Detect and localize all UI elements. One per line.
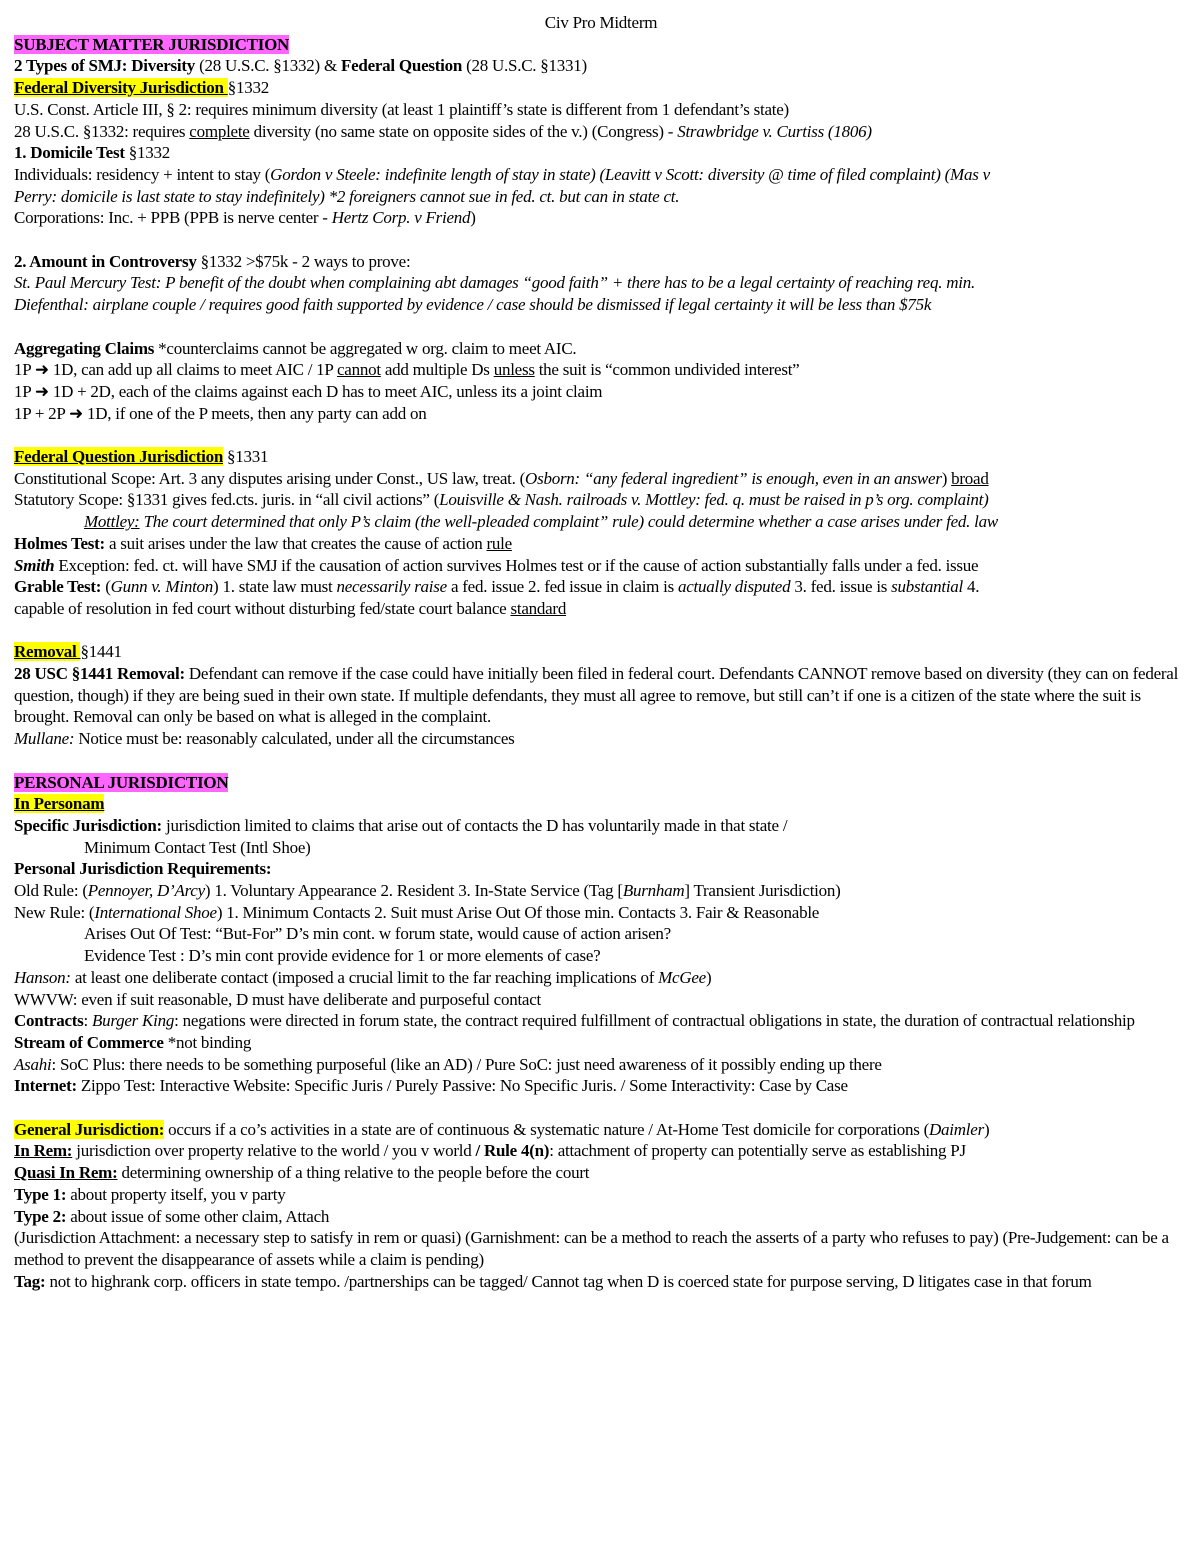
general-close: )	[983, 1119, 990, 1139]
internet-text: Zippo Test: Interactive Website: Specific Juris / Purely Passive: No Specific Juris. / Some Interactivity: Case by Case	[76, 1076, 848, 1096]
in-rem-label: In Rem:	[14, 1141, 73, 1161]
diversity-cite: (28 U.S.C. §1332) &	[195, 56, 341, 76]
spacer	[14, 750, 1188, 772]
removal-paragraph	[14, 663, 1188, 728]
in-rem-text: jurisdiction over property relative to the world / you v world	[72, 1141, 476, 1161]
domicile-heading-line	[14, 142, 1188, 164]
osborn-case: Osborn: “any federal ingredient” is enough, even in an answer	[525, 468, 942, 488]
st-paul-line	[14, 272, 1188, 294]
stat-scope-text: Statutory Scope: §1331 gives fed.cts. juris. in “all civil actions” (	[14, 490, 440, 510]
corporations-close: )	[470, 208, 476, 228]
usc-text-b: diversity (no same state on opposite sides of the v.) (Congress) -	[249, 121, 678, 141]
fqj-heading-line	[14, 446, 1188, 468]
domicile-heading: 1. Domicile Test	[14, 143, 125, 163]
document-page	[14, 12, 1188, 1292]
contracts-colon: :	[83, 1011, 92, 1031]
spacer	[14, 620, 1188, 642]
strawbridge-case: Strawbridge v. Curtiss (1806)	[677, 121, 872, 141]
general-line	[14, 1119, 1188, 1141]
asahi-line	[14, 1054, 1188, 1076]
cannot-term: cannot	[337, 360, 381, 380]
individuals-cases: Gordon v Steele: indefinite length of stay in state) (Leavitt v Scott: diversity @ time of filed complaint) (Mas v	[270, 164, 990, 184]
usc-text-a: 28 U.S.C. §1332: requires	[14, 121, 190, 141]
rule-1-c: the suit is “common undivided interest”	[534, 360, 800, 380]
in-rem-line	[14, 1140, 1188, 1162]
type2-text: about issue of some other claim, Attach	[66, 1206, 330, 1226]
quasi-text: determining ownership of a thing relative to the people before the court	[117, 1163, 590, 1183]
individuals-line-2	[14, 186, 1188, 208]
wwvw-line: WWVW: even if suit reasonable, D must have deliberate and purposeful contact	[14, 989, 542, 1009]
burger-king-case: Burger King	[92, 1011, 175, 1031]
specific-text: jurisdiction limited to claims that arise out of contacts the D has voluntarily made in that state /	[161, 815, 788, 835]
hanson-text: at least one deliberate contact (imposed a crucial limit to the far reaching implications of	[70, 967, 659, 987]
smj-heading-line	[14, 34, 1188, 56]
mcgee-case: McGee	[658, 967, 706, 987]
type1-text: about property itself, you v party	[66, 1184, 286, 1204]
daimler-case: Daimler	[929, 1119, 984, 1139]
removal-cite: §1441	[80, 642, 122, 662]
mullane-text: Notice must be: reasonably calculated, under all the circumstances	[74, 729, 515, 749]
fqj-heading: Federal Question Jurisdiction	[14, 447, 224, 467]
aggregating-rule-1	[14, 359, 1188, 381]
holmes-label: Holmes Test:	[14, 533, 105, 553]
grable-text-c: ) 1. state law must	[213, 577, 337, 597]
rule-4n-label: / Rule 4(n)	[475, 1141, 550, 1161]
soc-label: Stream of Commerce	[14, 1032, 164, 1052]
pj-heading: PERSONAL JURISDICTION	[14, 772, 229, 792]
grable-line	[14, 576, 1188, 598]
substantial-term: substantial	[891, 577, 964, 597]
specific-label: Specific Jurisdiction:	[14, 815, 162, 835]
tag-paragraph	[14, 1271, 1188, 1293]
aic-heading: 2. Amount in Controversy	[14, 251, 197, 271]
attachment-paragraph: (Jurisdiction Attachment: a necessary step to satisfy in rem or quasi) (Garnishment: can be a method to reach the asserts of a party who refuses to pay) (Pre-Judgement: can be a method to prevent the disappearance of assets while a claim is pending)	[14, 1228, 1169, 1269]
const-scope-line	[14, 468, 1188, 490]
fqj-cite: §1331	[223, 447, 269, 467]
aic-text: §1332 >$75k - 2 ways to prove:	[196, 251, 411, 271]
intl-shoe-case: International Shoe	[94, 902, 217, 922]
domicile-cite: §1332	[124, 143, 170, 163]
spacer	[14, 1097, 1188, 1119]
hanson-line	[14, 967, 1188, 989]
smith-text: Exception: fed. ct. will have SMJ if the causation of action survives Holmes test or if the cause of action substantially falls under a fed. issue	[54, 555, 979, 575]
rule-term: rule	[486, 533, 512, 553]
arises-line: Arises Out Of Test: “But-For” D’s min cont. w forum state, would cause of action arisen?	[84, 924, 671, 944]
specific-line	[14, 815, 1188, 837]
complete-term: complete	[189, 121, 250, 141]
old-rule-b: ) 1. Voluntary Appearance 2. Resident 3. In-State Service (Tag [	[204, 881, 623, 901]
new-rule-a: New Rule: (	[14, 902, 95, 922]
soc-line	[14, 1032, 1188, 1054]
removal-heading-line	[14, 641, 1188, 663]
fdj-cite: §1332	[227, 78, 269, 98]
asahi-text: : SoC Plus: there needs to be something purposeful (like an AD) / Pure SoC: just need awareness of it possibly ending up there	[51, 1054, 882, 1074]
aggregating-text: *counterclaims cannot be aggregated w org. claim to meet AIC.	[154, 338, 577, 358]
asahi-case: Asahi	[14, 1054, 52, 1074]
grable-open: (	[101, 577, 111, 597]
fdj-heading: Federal Diversity Jurisdiction	[14, 78, 228, 98]
mottley-label: Mottley:	[84, 512, 140, 532]
req-heading: Personal Jurisdiction Requirements:	[14, 859, 272, 879]
min-contact-line: Minimum Contact Test (Intl Shoe)	[84, 837, 311, 857]
mullane-case: Mullane:	[14, 729, 75, 749]
diversity-term: Diversity	[131, 56, 196, 76]
removal-text: Defendant can remove if the case could have initially been filed in federal court. Defendants CANNOT remove based on diversity (they can on federal question, though) if they are being sued in their own state. If multiple defendants, they must all agree to remove, but still can’t if one is a citizen of the state where the suit is brought. Removal can only be based on what is alleged in the complaint.	[14, 664, 1179, 727]
contracts-label: Contracts	[14, 1011, 84, 1031]
smith-line	[14, 555, 1188, 577]
smj-types-line	[14, 55, 1188, 77]
types-lead: 2 Types of SMJ:	[14, 56, 128, 76]
mottley-line	[14, 511, 1188, 533]
grable-line-2	[14, 598, 1188, 620]
contracts-paragraph	[14, 1010, 1188, 1032]
hanson-case: Hanson:	[14, 967, 71, 987]
old-rule-a: Old Rule: (	[14, 881, 88, 901]
spacer	[14, 316, 1188, 338]
smith-label: Smith	[14, 555, 55, 575]
louisville-case: Louisville & Nash. railroads v. Mottley: fed. q. must be raised in p’s org. complaint)	[439, 490, 989, 510]
hertz-case: Hertz Corp. v Friend	[331, 208, 471, 228]
req-heading-line	[14, 858, 1188, 880]
fq-cite: (28 U.S.C. §1331)	[462, 56, 587, 76]
gunn-case: Gunn v. Minton	[110, 577, 214, 597]
aggregating-heading-line	[14, 338, 1188, 360]
const-line: U.S. Const. Article III, § 2: requires minimum diversity (at least 1 plaintiff’s state is different from 1 defendant’s state)	[14, 99, 789, 119]
general-label: General Jurisdiction:	[14, 1119, 165, 1139]
individuals-line	[14, 164, 1188, 186]
type2-line	[14, 1206, 1188, 1228]
grable-label: Grable Test:	[14, 577, 102, 597]
type2-label: Type 2:	[14, 1206, 67, 1226]
smj-heading: SUBJECT MATTER JURISDICTION	[14, 34, 290, 54]
internet-line	[14, 1075, 1188, 1097]
individuals-text: Individuals: residency + intent to stay (	[14, 164, 271, 184]
fdj-heading-line	[14, 77, 1188, 99]
holmes-line	[14, 533, 1188, 555]
burnham-case: Burnham	[622, 881, 685, 901]
aggregating-rule-2: 1P ➜ 1D + 2D, each of the claims against each D has to meet AIC, unless its a joint claim	[14, 381, 603, 401]
grable-text-f: 4.	[963, 577, 980, 597]
evidence-line: Evidence Test : D’s min cont provide evidence for 1 or more elements of case?	[84, 946, 601, 966]
spacer	[14, 424, 1188, 446]
new-rule-line	[14, 902, 1188, 924]
unless-term: unless	[493, 360, 535, 380]
const-scope-close: )	[941, 468, 952, 488]
new-rule-b: ) 1. Minimum Contacts 2. Suit must Arise Out Of those min. Contacts 3. Fair & Reasonable	[216, 902, 820, 922]
spacer	[14, 229, 1188, 251]
grable-text-d: a fed. issue 2. fed issue in claim is	[446, 577, 678, 597]
aic-heading-line	[14, 251, 1188, 273]
page-title: Civ Pro Midterm	[544, 13, 658, 32]
type1-line	[14, 1184, 1188, 1206]
aggregating-heading: Aggregating Claims	[14, 338, 155, 358]
quasi-label: Quasi In Rem:	[14, 1163, 118, 1183]
necessarily-raise: necessarily raise	[336, 577, 447, 597]
broad-term: broad	[951, 468, 989, 488]
diefenthal-case: Diefenthal: airplane couple / requires good faith supported by evidence / case should be dismissed if legal certainty it will be less than $75k	[14, 295, 932, 315]
standard-term: standard	[510, 598, 567, 618]
tag-text: not to highrank corp. officers in state tempo. /partnerships can be tagged/ Cannot tag when D is coerced state for purpose serving, D litigates case in that forum	[45, 1271, 1092, 1291]
internet-label: Internet:	[14, 1076, 77, 1096]
old-rule-line	[14, 880, 1188, 902]
removal-heading: Removal	[14, 642, 81, 662]
fq-term: Federal Question	[340, 56, 463, 76]
actually-disputed: actually disputed	[677, 577, 791, 597]
corporations-line	[14, 207, 1188, 229]
pennoyer-case: Pennoyer, D’Arcy	[87, 881, 205, 901]
st-paul-test: St. Paul Mercury Test: P benefit of the doubt when complaining abt damages “good faith” + there has to be a legal certainty of reaching req. min.	[14, 273, 975, 293]
rule-4n-text: : attachment of property can potentially serve as establishing PJ	[549, 1141, 966, 1161]
individuals-cases-2: Perry: domicile is last state to stay indefinitely) *2 foreigners cannot sue in fed. ct. but can in state ct.	[14, 186, 680, 206]
usc-line	[14, 121, 1188, 143]
mottley-text: The court determined that only P’s claim (the well-pleaded complaint” rule) could determine whether a case arises under fed. law	[139, 512, 998, 532]
pj-heading-line	[14, 772, 1188, 794]
stat-scope-line	[14, 489, 1188, 511]
rule-1-b: add multiple Ds	[380, 360, 494, 380]
holmes-text: a suit arises under the law that creates the cause of action	[104, 533, 487, 553]
aggregating-rule-3: 1P + 2P ➜ 1D, if one of the P meets, then any party can add on	[14, 403, 427, 423]
grable-text-g: capable of resolution in fed court without disturbing fed/state court balance	[14, 598, 511, 618]
mullane-line	[14, 728, 1188, 750]
soc-text: *not binding	[163, 1032, 252, 1052]
contracts-text: : negations were directed in forum state, the contract required fulfillment of contractual obligations in state, the duration of contractual relationship	[174, 1011, 1135, 1031]
in-personam-heading: In Personam	[14, 794, 105, 814]
rule-1-a: 1P ➜ 1D, can add up all claims to meet AIC / 1P	[14, 360, 337, 380]
general-text: occurs if a co’s activities in a state are of continuous & systematic nature / At-Home Test domicile for corporations (	[164, 1119, 930, 1139]
hanson-close: )	[705, 967, 712, 987]
grable-text-e: 3. fed. issue is	[790, 577, 892, 597]
quasi-line	[14, 1162, 1188, 1184]
const-scope-text: Constitutional Scope: Art. 3 any disputes arising under Const., US law, treat. (	[14, 468, 526, 488]
tag-label: Tag:	[14, 1271, 46, 1291]
type1-label: Type 1:	[14, 1184, 67, 1204]
old-rule-c: ] Transient Jurisdiction)	[684, 881, 841, 901]
corporations-text: Corporations: Inc. + PPB (PPB is nerve center -	[14, 208, 332, 228]
removal-label: 28 USC §1441 Removal:	[14, 664, 185, 684]
diefenthal-line	[14, 294, 1188, 316]
in-personam-line	[14, 793, 1188, 815]
